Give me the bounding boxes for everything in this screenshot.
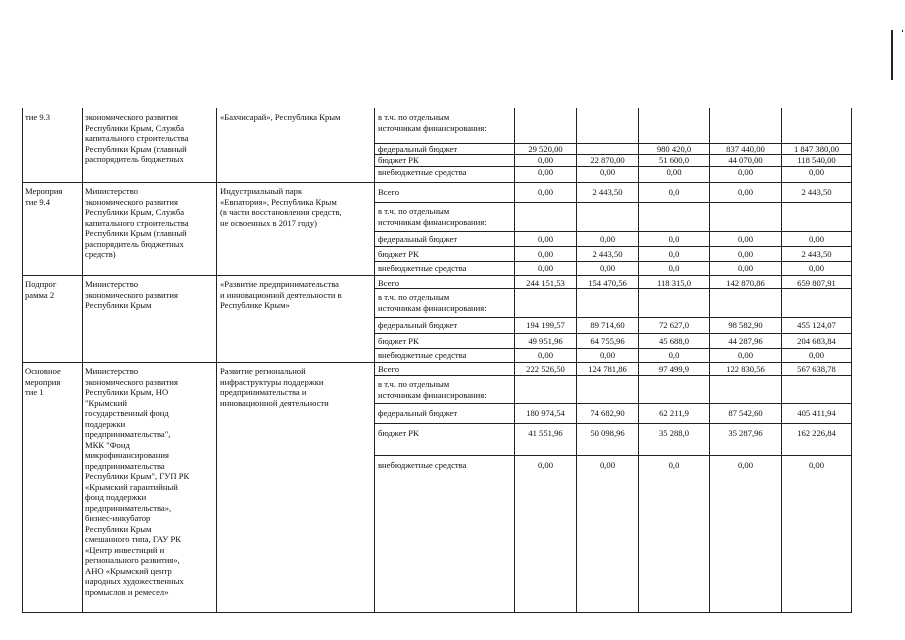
scan-edge-mark bbox=[891, 30, 893, 80]
scan-edge-mark bbox=[902, 30, 903, 32]
row-code: тие 9.3 bbox=[25, 112, 51, 122]
event-name-cell: «Бахчисарай», Республика Крым bbox=[220, 112, 341, 122]
